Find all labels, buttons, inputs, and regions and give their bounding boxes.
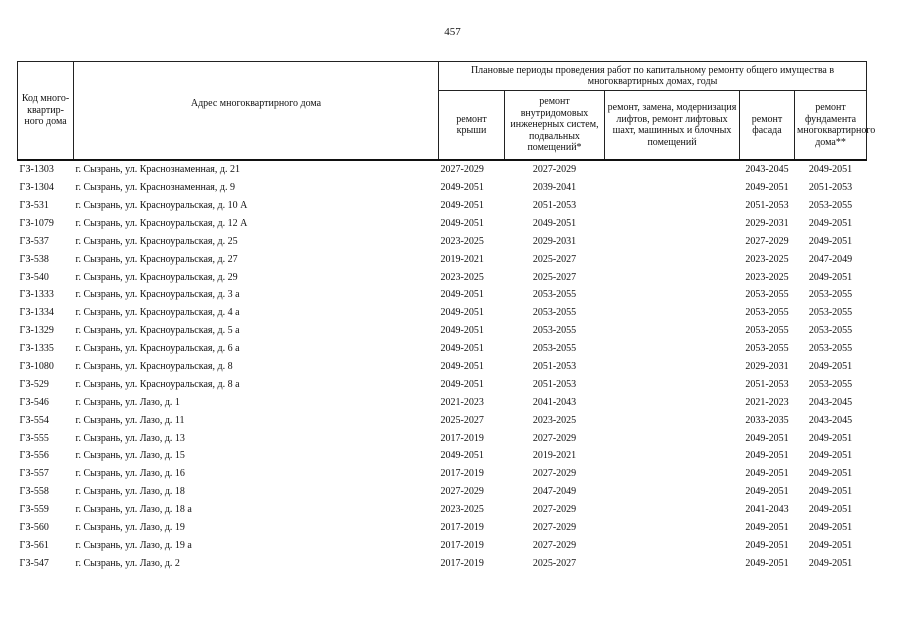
cell-systems: 2053-2055 <box>532 307 577 319</box>
table-row <box>18 411 867 429</box>
table-row <box>18 179 867 197</box>
table-row <box>18 376 867 394</box>
table-row <box>18 160 867 179</box>
header-facade: ремонт фасада <box>740 91 795 161</box>
cell-code: ГЗ-1334 <box>19 307 54 319</box>
cell-systems: 2053-2055 <box>532 289 577 301</box>
cell-code: ГЗ-546 <box>19 396 49 408</box>
cell-facade: 2053-2055 <box>745 343 789 355</box>
cell-facade: 2053-2055 <box>745 325 789 337</box>
cell-foundation: 2053-2055 <box>808 199 853 211</box>
cell-foundation: 2053-2055 <box>808 343 853 355</box>
table-row <box>18 465 867 483</box>
cell-facade: 2049-2051 <box>745 182 789 194</box>
cell-systems: 2025-2027 <box>532 253 577 265</box>
cell-facade: 2049-2051 <box>745 486 789 498</box>
header-periods: Плановые периоды проведения работ по капитальному ремонту общего имущества в многоквартирных домах, годы <box>439 62 867 91</box>
cell-foundation: 2053-2055 <box>808 378 853 390</box>
cell-roof: 2021-2023 <box>440 396 484 408</box>
cell-roof: 2049-2051 <box>440 343 484 355</box>
cell-systems: 2019-2021 <box>532 450 577 462</box>
cell-code: ГЗ-557 <box>19 468 49 480</box>
cell-foundation: 2049-2051 <box>808 360 853 372</box>
cell-code: ГЗ-537 <box>19 235 49 247</box>
cell-code: ГЗ-1329 <box>19 325 54 337</box>
cell-facade: 2049-2051 <box>745 432 789 444</box>
table-row <box>18 519 867 537</box>
cell-foundation: 2049-2051 <box>808 504 853 516</box>
cell-code: ГЗ-547 <box>19 557 49 569</box>
cell-address: г. Сызрань, ул. Красноуральская, д. 12 А <box>75 217 248 229</box>
cell-address: г. Сызрань, ул. Лазо, д. 19 а <box>75 539 192 551</box>
cell-foundation: 2053-2055 <box>808 289 853 301</box>
table-row <box>18 286 867 304</box>
cell-address: г. Сызрань, ул. Красноуральская, д. 6 а <box>75 343 240 355</box>
cell-roof: 2027-2029 <box>440 486 484 498</box>
header-code: Код много-квартир-ного дома <box>18 62 74 161</box>
cell-systems: 2027-2029 <box>532 522 577 533</box>
cell-elevators <box>605 411 740 429</box>
table-row <box>18 537 867 555</box>
cell-systems: 2027-2029 <box>532 539 577 551</box>
cell-foundation: 2049-2051 <box>808 468 853 480</box>
cell-systems: 2051-2053 <box>532 360 577 372</box>
cell-systems: 2027-2029 <box>532 504 577 516</box>
cell-elevators <box>605 215 740 233</box>
cell-address: г. Сызрань, ул. Лазо, д. 18 а <box>75 504 192 516</box>
cell-roof: 2025-2027 <box>440 414 484 426</box>
cell-address: г. Сызрань, ул. Краснознаменная, д. 9 <box>75 182 235 194</box>
cell-foundation: 2049-2051 <box>808 486 853 498</box>
cell-elevators <box>605 160 740 179</box>
cell-roof: 2027-2029 <box>440 164 484 176</box>
table-row <box>18 447 867 465</box>
cell-roof: 2049-2051 <box>440 182 484 194</box>
cell-address: г. Сызрань, ул. Красноуральская, д. 8 <box>75 360 233 372</box>
cell-roof: 2023-2025 <box>440 271 484 283</box>
table-row <box>18 268 867 286</box>
cell-elevators <box>605 483 740 501</box>
cell-systems: 2049-2051 <box>532 217 577 229</box>
page-number: 457 <box>444 26 461 38</box>
cell-roof: 2017-2019 <box>440 539 484 551</box>
cell-facade: 2033-2035 <box>745 414 789 426</box>
cell-elevators <box>605 537 740 555</box>
cell-address: г. Сызрань, ул. Лазо, д. 15 <box>75 450 185 462</box>
cell-roof: 2017-2019 <box>440 557 484 569</box>
cell-systems: 2053-2055 <box>532 343 577 355</box>
cell-code: ГЗ-561 <box>19 539 49 551</box>
cell-elevators <box>605 179 740 197</box>
cell-elevators <box>605 250 740 268</box>
cell-foundation: 2049-2051 <box>808 522 853 533</box>
cell-elevators <box>605 358 740 376</box>
table-row <box>18 233 867 251</box>
cell-facade: 2027-2029 <box>745 235 789 247</box>
cell-roof: 2049-2051 <box>440 289 484 301</box>
cell-facade: 2051-2053 <box>745 199 789 211</box>
cell-systems: 2027-2029 <box>532 432 577 444</box>
header-elevators: ремонт, замена, модернизация лифтов, ремонт лифтовых шахт, машинных и блочных помещений <box>605 91 740 161</box>
cell-foundation: 2051-2053 <box>808 182 853 194</box>
cell-address: г. Сызрань, ул. Лазо, д. 2 <box>75 557 180 569</box>
table-row <box>18 358 867 376</box>
cell-foundation: 2049-2051 <box>808 450 853 462</box>
cell-elevators <box>605 376 740 394</box>
cell-systems: 2041-2043 <box>532 396 577 408</box>
table-row <box>18 429 867 447</box>
cell-roof: 2049-2051 <box>440 360 484 372</box>
header-systems: ремонт внутридомовых инженерных систем, подвальных помещений* <box>505 91 605 161</box>
cell-elevators <box>605 197 740 215</box>
cell-facade: 2023-2025 <box>745 271 789 283</box>
cell-code: ГЗ-1304 <box>19 182 54 194</box>
cell-address: г. Сызрань, ул. Лазо, д. 11 <box>75 414 185 426</box>
cell-code: ГЗ-1303 <box>19 164 54 176</box>
cell-elevators <box>605 268 740 286</box>
cell-roof: 2017-2019 <box>440 468 484 480</box>
cell-code: ГЗ-1335 <box>19 343 54 355</box>
cell-foundation: 2049-2051 <box>808 164 853 176</box>
cell-elevators <box>605 233 740 251</box>
cell-foundation: 2049-2051 <box>808 432 853 444</box>
cell-address: г. Сызрань, ул. Красноуральская, д. 25 <box>75 235 238 247</box>
cell-address: г. Сызрань, ул. Красноуральская, д. 8 а <box>75 378 240 390</box>
cell-elevators <box>605 465 740 483</box>
cell-systems: 2023-2025 <box>532 414 577 426</box>
cell-facade: 2049-2051 <box>745 522 789 533</box>
cell-roof: 2049-2051 <box>440 450 484 462</box>
cell-code: ГЗ-559 <box>19 504 49 516</box>
cell-code: ГЗ-558 <box>19 486 49 498</box>
cell-facade: 2049-2051 <box>745 450 789 462</box>
cell-roof: 2023-2025 <box>440 235 484 247</box>
cell-address: г. Сызрань, ул. Лазо, д. 18 <box>75 486 185 498</box>
cell-code: ГЗ-560 <box>19 522 49 533</box>
cell-facade: 2029-2031 <box>745 360 789 372</box>
cell-elevators <box>605 340 740 358</box>
cell-facade: 2029-2031 <box>745 217 789 229</box>
table-row <box>18 197 867 215</box>
table-row <box>18 394 867 412</box>
cell-address: г. Сызрань, ул. Красноуральская, д. 4 а <box>75 307 240 319</box>
cell-code: ГЗ-556 <box>19 450 49 462</box>
cell-foundation: 2049-2051 <box>808 271 853 283</box>
cell-address: г. Сызрань, ул. Лазо, д. 13 <box>75 432 185 444</box>
cell-systems: 2029-2031 <box>532 235 577 247</box>
cell-facade: 2043-2045 <box>745 164 789 176</box>
cell-code: ГЗ-554 <box>19 414 49 426</box>
cell-address: г. Сызрань, ул. Красноуральская, д. 3 а <box>75 289 240 301</box>
cell-code: ГЗ-538 <box>19 253 49 265</box>
cell-systems: 2053-2055 <box>532 325 577 337</box>
cell-elevators <box>605 304 740 322</box>
cell-systems: 2027-2029 <box>532 468 577 480</box>
cell-elevators <box>605 394 740 412</box>
cell-foundation: 2043-2045 <box>808 396 853 408</box>
cell-foundation: 2053-2055 <box>808 325 853 337</box>
cell-roof: 2049-2051 <box>440 325 484 337</box>
cell-systems: 2025-2027 <box>532 271 577 283</box>
table-row <box>18 304 867 322</box>
cell-address: г. Сызрань, ул. Лазо, д. 19 <box>75 522 185 533</box>
cell-elevators <box>605 519 740 537</box>
repair-schedule-table <box>17 61 876 572</box>
header-foundation: ремонт фундамента многоквартирного дома** <box>795 91 867 161</box>
cell-foundation: 2049-2051 <box>808 217 853 229</box>
cell-roof: 2023-2025 <box>440 504 484 516</box>
cell-facade: 2049-2051 <box>745 468 789 480</box>
cell-code: ГЗ-531 <box>19 199 49 211</box>
cell-systems: 2051-2053 <box>532 199 577 211</box>
cell-elevators <box>605 501 740 519</box>
cell-facade: 2023-2025 <box>745 253 789 265</box>
cell-roof: 2049-2051 <box>440 217 484 229</box>
cell-facade: 2051-2053 <box>745 378 789 390</box>
cell-facade: 2053-2055 <box>745 289 789 301</box>
table-header <box>18 62 876 161</box>
cell-roof: 2017-2019 <box>440 522 484 533</box>
cell-elevators <box>605 286 740 304</box>
cell-roof: 2017-2019 <box>440 432 484 444</box>
cell-roof: 2049-2051 <box>440 307 484 319</box>
cell-address: г. Сызрань, ул. Красноуральская, д. 29 <box>75 271 238 283</box>
cell-foundation: 2049-2051 <box>808 557 853 569</box>
cell-facade: 2041-2043 <box>745 504 789 516</box>
cell-systems: 2047-2049 <box>532 486 577 498</box>
cell-elevators <box>605 555 740 573</box>
cell-facade: 2049-2051 <box>745 557 789 569</box>
cell-code: ГЗ-1080 <box>19 360 54 372</box>
cell-systems: 2039-2041 <box>532 182 577 194</box>
cell-foundation: 2047-2049 <box>808 253 853 265</box>
cell-code: ГЗ-1079 <box>19 217 54 229</box>
header-roof: ремонт крыши <box>439 91 505 161</box>
cell-facade: 2049-2051 <box>745 539 789 551</box>
cell-code: ГЗ-1333 <box>19 289 54 301</box>
cell-foundation: 2053-2055 <box>808 307 853 319</box>
cell-address: г. Сызрань, ул. Лазо, д. 1 <box>75 396 180 408</box>
cell-foundation: 2049-2051 <box>808 539 853 551</box>
cell-code: ГЗ-529 <box>19 378 49 390</box>
table-row <box>18 501 867 519</box>
table-body <box>18 160 867 572</box>
cell-roof: 2019-2021 <box>440 253 484 265</box>
cell-elevators <box>605 447 740 465</box>
cell-roof: 2049-2051 <box>440 378 484 390</box>
cell-code: ГЗ-555 <box>19 432 49 444</box>
table-row <box>18 250 867 268</box>
cell-address: г. Сызрань, ул. Красноуральская, д. 5 а <box>75 325 240 337</box>
cell-roof: 2049-2051 <box>440 199 484 211</box>
cell-address: г. Сызрань, ул. Лазо, д. 16 <box>75 468 185 480</box>
header-address: Адрес многоквартирного дома <box>74 62 439 161</box>
cell-address: г. Сызрань, ул. Краснознаменная, д. 21 <box>75 164 240 176</box>
cell-elevators <box>605 429 740 447</box>
cell-address: г. Сызрань, ул. Красноуральская, д. 10 А <box>75 199 248 211</box>
cell-code: ГЗ-540 <box>19 271 49 283</box>
cell-systems: 2051-2053 <box>532 378 577 390</box>
cell-elevators <box>605 322 740 340</box>
cell-facade: 2021-2023 <box>745 396 789 408</box>
cell-facade: 2053-2055 <box>745 307 789 319</box>
table-row <box>18 483 867 501</box>
cell-address: г. Сызрань, ул. Красноуральская, д. 27 <box>75 253 238 265</box>
cell-systems: 2027-2029 <box>532 164 577 176</box>
cell-systems: 2025-2027 <box>532 557 577 569</box>
cell-foundation: 2043-2045 <box>808 414 853 426</box>
table-row <box>18 555 867 573</box>
table-row <box>18 340 867 358</box>
table-row <box>18 215 867 233</box>
cell-foundation: 2049-2051 <box>808 235 853 247</box>
table-row <box>18 322 867 340</box>
